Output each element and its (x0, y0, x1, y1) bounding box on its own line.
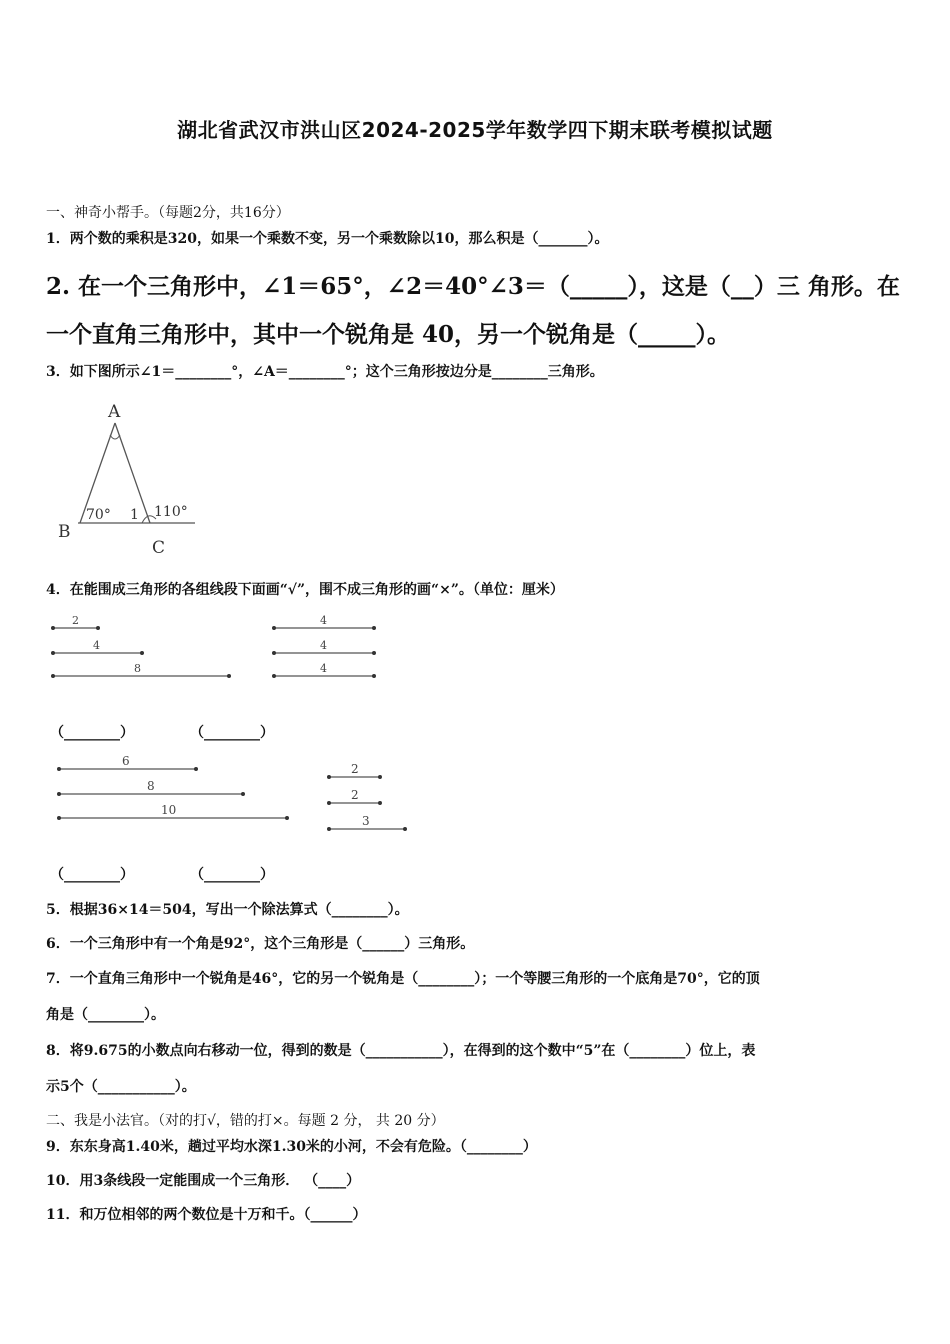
segment-2c-label: 2 (351, 788, 359, 802)
angle-b-label: 70° (86, 507, 111, 523)
question-4: 4．在能围成三角形的各组线段下面画“√”，围不成三角形的画“×”。（单位：厘米） (46, 582, 564, 598)
question-6: 6．一个三角形中有一个角是92°，这个三角形是（______）三角形。 (46, 936, 475, 952)
vertex-c-label: C (152, 538, 166, 558)
section-2-heading: 二、我是小法官。（对的打√，错的打×。每题 2 分， 共 20 分） (46, 1113, 445, 1129)
question-7-line-2: 角是（________）。 (46, 1007, 165, 1023)
segment-4d-label: 4 (320, 662, 327, 675)
segment-10-label: 10 (161, 803, 177, 817)
segment-8b-label: 8 (147, 779, 155, 793)
triangle-figure (50, 395, 210, 560)
question-2-line-1: 2. 在一个三角形中，∠1＝65°，∠2＝40°∠3＝（_____），这是（__）三 角形。在 (46, 273, 900, 300)
question-11: 11．和万位相邻的两个数位是十万和千。（______） (46, 1207, 367, 1223)
question-2-line-2: 一个直角三角形中，其中一个锐角是 40，另一个锐角是（_____）。 (46, 321, 731, 348)
question-1: 1．两个数的乘积是320，如果一个乘数不变，另一个乘数除以10，那么积是（_______）。 (46, 231, 609, 247)
angle-a-arc (110, 435, 120, 439)
segment-2a-label: 2 (72, 614, 79, 627)
segment-4c-label: 4 (320, 639, 327, 652)
question-3: 3．如下图所示∠1＝________°，∠A＝________°；这个三角形按边分是________三角形。 (46, 364, 604, 380)
question-8-line-1: 8．将9.675的小数点向右移动一位，得到的数是（___________），在得到的这个数中“5”在（________）位上，表 (46, 1043, 756, 1059)
question-10: 10．用3条线段一定能围成一个三角形． （____） (46, 1173, 361, 1189)
question-5: 5．根据36×14＝504，写出一个除法算式（________）。 (46, 902, 409, 918)
answer-blank-group-1[interactable]: （________） (50, 725, 134, 741)
segment-4b-label: 4 (320, 614, 327, 627)
vertex-b-label: B (58, 522, 71, 542)
exterior-angle-label: 110° (154, 504, 188, 520)
section-1-heading: 一、神奇小帮手。（每题2分，共16分） (46, 205, 290, 221)
segment-3-label: 3 (362, 814, 370, 828)
segment-8a (51, 674, 231, 678)
segment-group-3 (50, 752, 300, 832)
vertex-a-label: A (108, 402, 121, 422)
answer-blank-group-4[interactable]: （________） (190, 867, 274, 883)
segment-2b-label: 2 (351, 762, 359, 776)
question-9: 9．东东身高1.40米，趟过平均水深1.30米的小河，不会有危险。（________） (46, 1139, 537, 1155)
angle-1-label: 1 (130, 507, 139, 523)
answer-blank-group-3[interactable]: （________） (50, 867, 134, 883)
answer-blank-group-2[interactable]: （________） (190, 725, 274, 741)
question-7-line-1: 7．一个直角三角形中一个锐角是46°，它的另一个锐角是（________）；一个等腰三角形的一个底角是70°，它的顶 (46, 971, 760, 987)
segment-group-4 (320, 758, 420, 838)
segment-group-1 (45, 610, 245, 690)
question-8-line-2: 示5个（___________）。 (46, 1079, 196, 1095)
segment-4a-label: 4 (93, 639, 100, 652)
segment-group-2 (266, 610, 386, 690)
segment-6-label: 6 (122, 754, 130, 768)
segment-8a-label: 8 (134, 662, 141, 675)
page-title: 湖北省武汉市洪山区2024-2025学年数学四下期末联考模拟试题 (177, 118, 773, 142)
